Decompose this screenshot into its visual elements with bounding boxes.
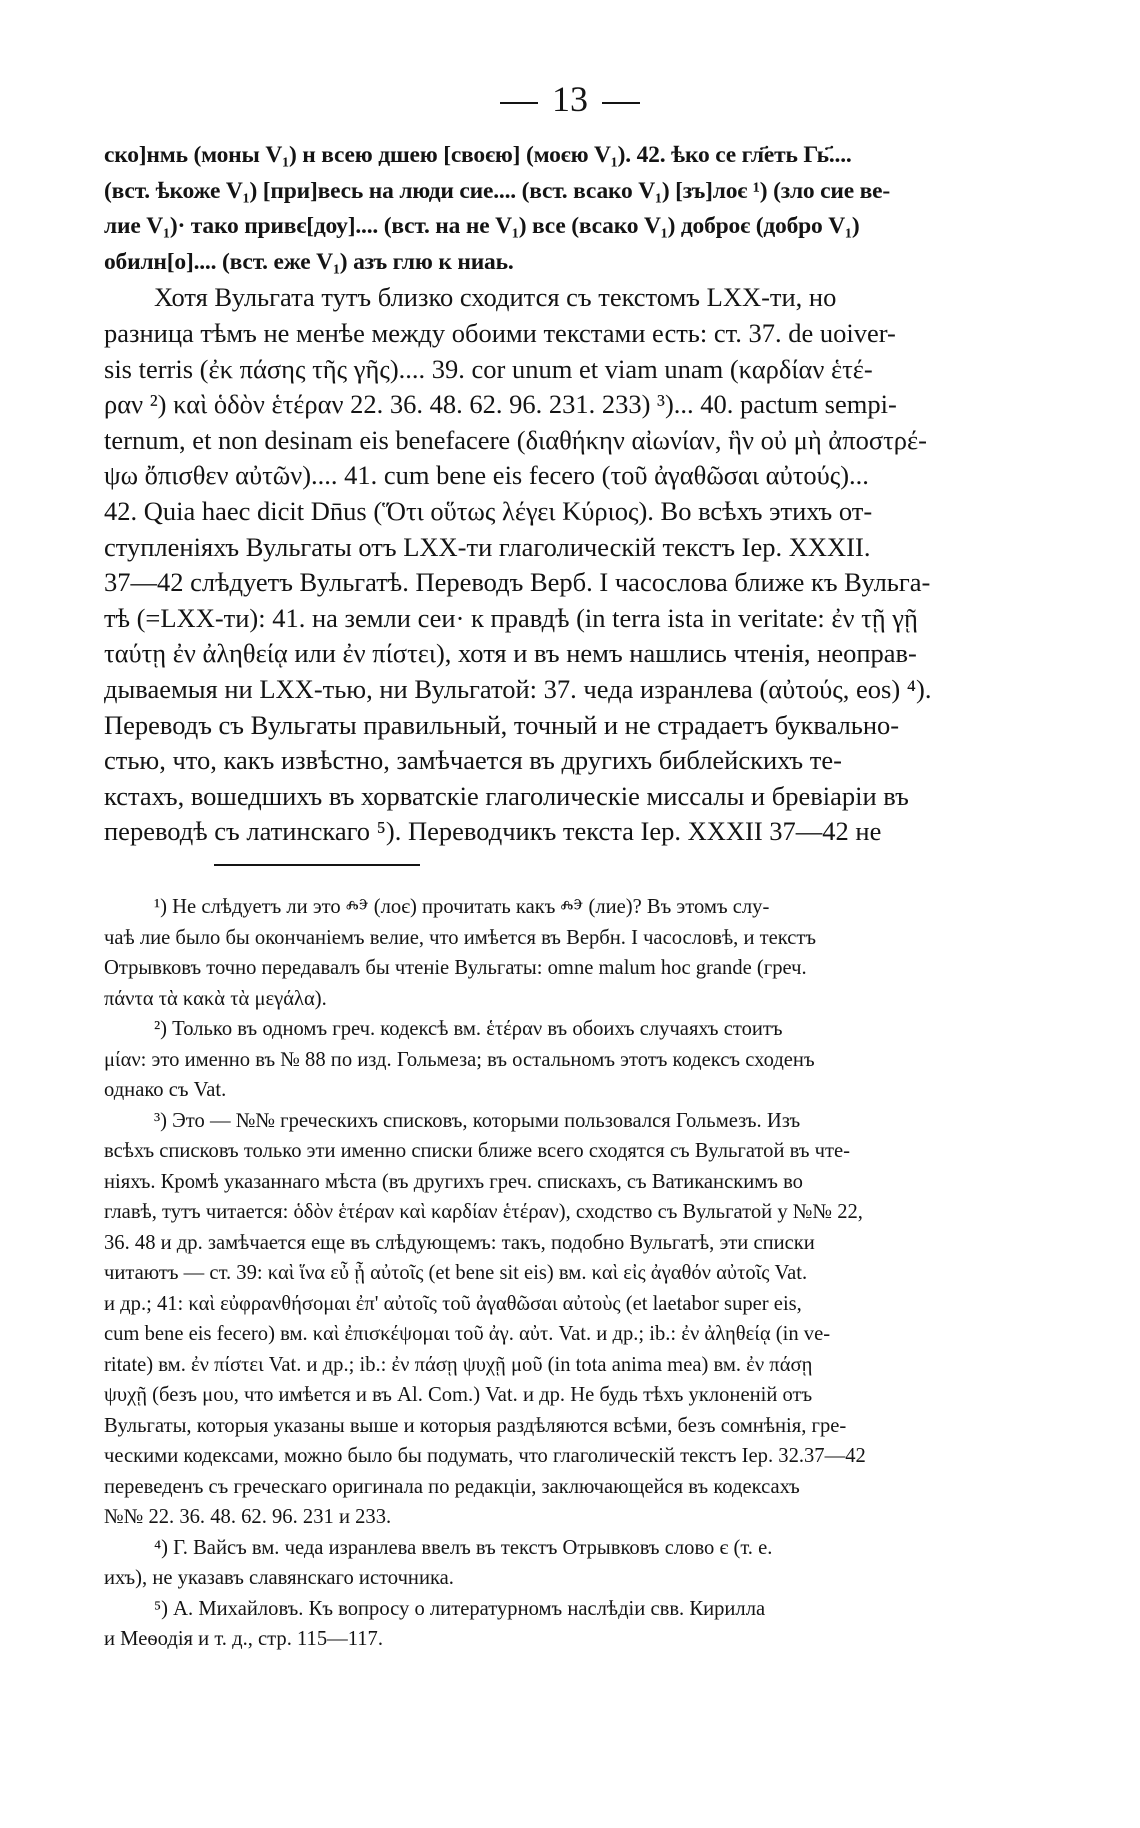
main-text-line: дываемыя ни LXX-тью, ни Вульгатой: 37. чеда изранлева (αὐτούς, eos) ⁴). [104,673,932,704]
footnote-line: переведенъ съ греческаго оригинала по редакціи, заключающейся въ кодексахъ [104,1475,800,1498]
main-text-line: ταύτῃ ἐν ἀληθείᾳ или ἐν πίστει), хотя и въ немъ нашлись чтенія, неоправ- [104,638,917,669]
footnotes [104,892,976,1655]
footnote-line: Отрывковъ точно передавалъ бы чтеніе Вульгаты: omne malum hoc grande (греч. [104,957,807,979]
footnote-line: Вульгаты, которыя указаны выше и которыя раздѣляются всѣми, безъ сомнѣнія, гре- [104,1414,847,1437]
main-text-line: переводѣ съ латинскаго ⁵). Переводчикъ текста Iер. XXXII 37—42 не [104,816,882,847]
footnote-line: ²) Только въ одномъ греч. кодексѣ вм. ἑτέραν въ обоихъ случаяхъ стоитъ [154,1018,783,1040]
footnote-line: ческими кодексами, можно было бы подумать, что глаголическій текстъ Iер. 32.37—42 [104,1445,866,1467]
footnote-line: ⁴) Г. Вайсъ вм. чеда изранлева ввелъ въ текстъ Отрывковъ слово є (т. е. [154,1536,773,1559]
footnote-line: 36. 48 и др. замѣчается еще въ слѣдующемъ: такъ, подобно Вульгатѣ, эти списки [104,1231,815,1254]
header-dash-right [602,102,640,104]
footnote-line: ψυχῇ (безъ μου, что имѣется и въ Al. Com.) Vat. и др. Не будь тѣхъ уклоненій отъ [104,1384,813,1406]
footnote-line: μίαν: это именно въ № 88 по изд. Гольмеза; въ остальномъ этотъ кодексъ сходенъ [104,1048,815,1071]
footnote-line: πάντα τὰ κακὰ τὰ μεγάλα). [104,987,327,1010]
main-text-line: Переводъ съ Вульгаты правильный, точный и не страдаетъ буквально- [104,709,900,740]
footnote-line: однако съ Vat. [104,1079,227,1101]
footnote-line: и др.; 41: καὶ εὐφρανθήσομαι ἐπ' αὐτοῖς τοῦ ἀγαθῶσαι αὐτοὺς (et laetabor super eis, [104,1292,802,1315]
footnote-line: чаѣ лие было бы окончаніемъ велие, что имѣется въ Вербн. I часословѣ, и текстъ [104,926,817,949]
main-text-line: ско]нмь (моны V₁) н всею дшею [своєю] (моєю V₁). 42. ѣко се гл҃еть Гь҃.... [104,142,852,168]
main-text-line: ступленіяхъ Вульгаты отъ LXX-ти глаголическій текстъ Iер. XXXII. [104,531,871,562]
footnote-line: ихъ), не указавъ славянскаго источника. [104,1567,454,1589]
footnote-line: главѣ, тутъ читается: ὁδὸν ἑτέραν καὶ καρδίαν ἑτέραν), сходство съ Вульгатой у №№ 22, [104,1201,863,1223]
footnote-line: cum bene eis fecero) вм. καὶ ἐπισκέψομαι τοῦ ἀγ. αὐτ. Vat. и др.; ib.: ἐν ἀληθείᾳ (in ve- [104,1323,831,1345]
main-text-line: тѣ (=LXX-ти): 41. на земли сеи· к правдѣ (in terra ista in veritate: ἐν τῇ γῇ [104,602,918,633]
main-text-line: стью, что, какъ извѣстно, замѣчается въ другихъ библейскихъ те- [104,745,842,776]
main-text-line: ραν ²) καὶ ὁδὸν ἑτέραν 22. 36. 48. 62. 96. 231. 233) ³)... 40. pactum sempi- [104,389,897,420]
footnote-line: ніяхъ. Кромѣ указаннаго мѣста (въ другихъ греч. спискахъ, съ Ватиканскимъ во [104,1170,803,1193]
footnote-line: всѣхъ списковъ только эти именно списки ближе всего сходятся съ Вульгатой въ чте- [104,1140,850,1162]
main-text-line: Хотя Вульгата тутъ близко сходится съ текстомъ LXX-ти, но [154,282,837,313]
main-text-line: лие V₁)· тако привє[доу].... (вст. на не V₁) все (всако V₁) доброє (добро V₁) [104,213,860,240]
main-text-line: 42. Quia haec dicit Dn̄us (Ὅτι οὕτως λέγει Κύριος). Во всѣхъ этихъ от- [104,495,873,526]
footnote-line: читаютъ — ст. 39: καὶ ἵνα εὖ ᾖ αὐτοῖς (et bene sit eis) вм. καὶ εἰς ἀγαθόν αὐτοῖς Vat. [104,1262,808,1284]
footnote-line: и Меѳодія и т. д., стр. 115—117. [104,1628,383,1650]
footnote-line: ritate) вм. ἐν πίστει Vat. и др.; ib.: ἐν πάσῃ ψυχῇ μοῦ (in tota anima mea) вм. ἐν πάσῃ [104,1353,813,1376]
main-text-line: (вст. ѣкоже V₁) [при]весь на люди сие.... (вст. всако V₁) [зъ]лоє ¹) (зло сие ве- [104,177,890,204]
page-number: 13 [552,79,588,119]
header-dash-left [500,102,538,104]
main-text-line: разница тѣмъ не менѣе между обоими текстами есть: ст. 37. de uoiver- [104,317,896,348]
main-text [104,138,976,850]
footnote-line: №№ 22. 36. 48. 62. 96. 231 и 233. [104,1506,392,1528]
main-text-line: обилн[о].... (вст. еже V₁) азъ глю к ниаь. [104,248,514,275]
footnote-separator [214,864,420,866]
main-text-line: 37—42 слѣдуетъ Вульгатѣ. Переводъ Верб. I часослова ближе къ Вульга- [104,567,931,598]
main-text-line: кстахъ, вошедшихъ въ хорватскіе глаголическіе миссалы и бревіаріи въ [104,780,909,811]
footnote-line: ³) Это — №№ греческихъ списковъ, которыми пользовался Гольмезъ. Изъ [154,1109,801,1132]
page-header [0,78,1140,120]
main-text-line: sis terris (ἐκ πάσης τῆς γῆς).... 39. cor unum et viam unam (καρδίαν ἑτέ- [104,353,873,384]
footnote-line: ¹) Не слѣдуетъ ли это ⰾⰵ (лоє) прочитать какъ ⰾⰵ (лие)? Въ этомъ слу- [154,896,770,918]
main-text-line: ternum, et non desinam eis benefacere (διαθήκην αἰωνίαν, ἣν οὐ μὴ ἀποστρέ- [104,424,927,455]
footnote-line: ⁵) А. Михайловъ. Къ вопросу о литературномъ наслѣдіи свв. Кирилла [154,1597,766,1620]
main-text-line: ψω ὄπισθεν αὐτῶν).... 41. cum bene eis fecero (τοῦ ἀγαθῶσαι αὐτούς)... [104,460,869,491]
